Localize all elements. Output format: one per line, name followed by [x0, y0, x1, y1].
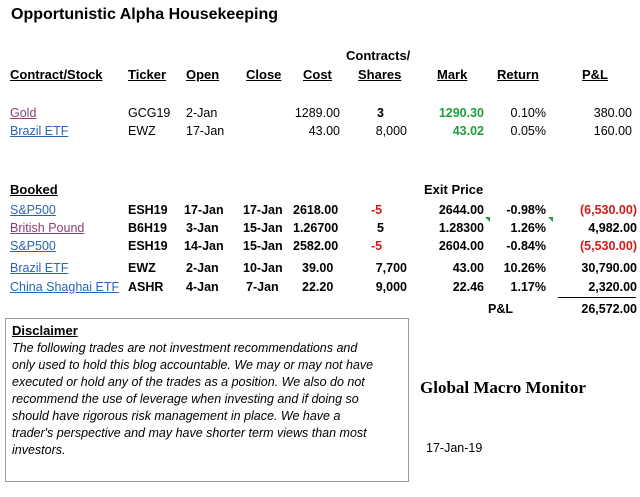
cost-cell: 2618.00: [293, 203, 339, 217]
qty-cell: -5: [371, 239, 383, 253]
ticker-cell: ESH19: [128, 239, 168, 253]
open-date-cell: 14-Jan: [184, 239, 224, 253]
contract-link[interactable]: S&P500: [10, 203, 56, 217]
header-close: Close: [246, 67, 282, 82]
header-pnl: P&L: [582, 67, 608, 82]
header-open: Open: [186, 67, 220, 82]
pnl-cell: 2,320.00: [588, 280, 637, 294]
return-cell: 0.05%: [510, 124, 546, 138]
exit-price-cell: 22.46: [452, 280, 484, 294]
return-cell: -0.98%: [506, 203, 546, 217]
contract-link[interactable]: Gold: [10, 106, 37, 120]
contract-link[interactable]: British Pound: [10, 221, 85, 235]
qty-cell: 5: [377, 221, 384, 235]
ticker-cell: ESH19: [128, 203, 168, 217]
contract-link[interactable]: S&P500: [10, 239, 56, 253]
total-rule: [558, 297, 636, 298]
pnl-cell: (6,530.00): [580, 203, 637, 217]
pnl-cell: 30,790.00: [581, 261, 637, 275]
mark-cell: 1290.30: [438, 106, 484, 120]
exit-price-cell: 2604.00: [438, 239, 484, 253]
close-date-cell: 10-Jan: [243, 261, 283, 275]
header-cost: Cost: [303, 67, 332, 82]
brand-name: Global Macro Monitor: [420, 378, 586, 397]
close-date-cell: 15-Jan: [243, 239, 283, 253]
return-cell: 1.26%: [510, 221, 546, 235]
report-date: 17-Jan-19: [426, 441, 483, 455]
open-date-cell: 3-Jan: [186, 221, 219, 235]
open-date-cell: 17-Jan: [184, 203, 224, 217]
ticker-cell: EWZ: [128, 261, 156, 275]
cost-cell: 1.26700: [293, 221, 339, 235]
disclaimer-line: The following trades are not investment recommendations and: [12, 341, 358, 355]
ticker-cell: B6H19: [128, 221, 167, 235]
ticker-cell: GCG19: [128, 106, 171, 120]
header-return: Return: [497, 67, 539, 82]
disclaimer-box: [5, 318, 409, 482]
pnl-cell: 4,982.00: [588, 221, 637, 235]
contract-link[interactable]: Brazil ETF: [10, 124, 69, 138]
qty-cell: -5: [371, 203, 383, 217]
close-date-cell: 15-Jan: [243, 221, 283, 235]
ticker-cell: EWZ: [128, 124, 156, 138]
disclaimer-line: investors.: [12, 443, 66, 457]
return-cell: 1.17%: [510, 280, 546, 294]
qty-cell: 9,000: [375, 280, 407, 294]
pnl-cell: 160.00: [593, 124, 632, 138]
return-cell: 10.26%: [503, 261, 546, 275]
booked-label: Booked: [10, 182, 58, 197]
exit-price-cell: 1.28300: [438, 221, 484, 235]
pnl-cell: 380.00: [593, 106, 632, 120]
cost-cell: 43.00: [308, 124, 340, 138]
exit-price-cell: 2644.00: [438, 203, 484, 217]
total-label: P&L: [488, 302, 513, 316]
qty-cell: 8,000: [375, 124, 407, 138]
header-mark: Mark: [437, 67, 468, 82]
cost-cell: 22.20: [302, 280, 334, 294]
cost-cell: 1289.00: [294, 106, 340, 120]
return-cell: 0.10%: [510, 106, 546, 120]
open-date-cell: 2-Jan: [186, 106, 218, 120]
header-ticker: Ticker: [128, 67, 167, 82]
qty-cell: 3: [377, 106, 384, 120]
ticker-cell: ASHR: [128, 280, 164, 294]
comment-marker: [485, 217, 490, 222]
disclaimer-line: should have rigorous risk management in place. We have a: [12, 409, 341, 423]
qty-cell: 7,700: [375, 261, 407, 275]
return-cell: -0.84%: [506, 239, 546, 253]
close-date-cell: 17-Jan: [243, 203, 283, 217]
comment-marker: [548, 217, 553, 222]
cost-cell: 39.00: [302, 261, 334, 275]
total-value: 26,572.00: [581, 302, 637, 316]
contract-link[interactable]: China Shaghai ETF: [10, 280, 120, 294]
cost-cell: 2582.00: [293, 239, 339, 253]
open-date-cell: 17-Jan: [186, 124, 225, 138]
contract-link[interactable]: Brazil ETF: [10, 261, 69, 275]
header-contract: Contract/Stock: [10, 67, 103, 82]
close-date-cell: 7-Jan: [246, 280, 279, 294]
header-shares: Shares: [358, 67, 402, 82]
disclaimer-line: only used to hold this blog accountable. We may or may not have: [12, 358, 374, 372]
disclaimer-line: recommend the use of leverage when investing and if doing so: [12, 392, 359, 406]
open-date-cell: 2-Jan: [186, 261, 219, 275]
disclaimer-line: executed or hold any of the trades as a position. We also do not: [12, 375, 365, 389]
disclaimer-line: trader's perspective and may have shorter term views than most: [12, 426, 367, 440]
pnl-cell: (5,530.00): [580, 239, 637, 253]
disclaimer-text: [12, 340, 402, 459]
exit-price-cell: 43.00: [452, 261, 484, 275]
disclaimer-title: Disclaimer: [12, 323, 78, 338]
header-contracts-line1: Contracts/: [346, 48, 411, 63]
exit-price-label: Exit Price: [424, 182, 484, 197]
page-title: Opportunistic Alpha Housekeeping: [11, 6, 278, 23]
open-date-cell: 4-Jan: [186, 280, 219, 294]
mark-cell: 43.02: [452, 124, 484, 138]
